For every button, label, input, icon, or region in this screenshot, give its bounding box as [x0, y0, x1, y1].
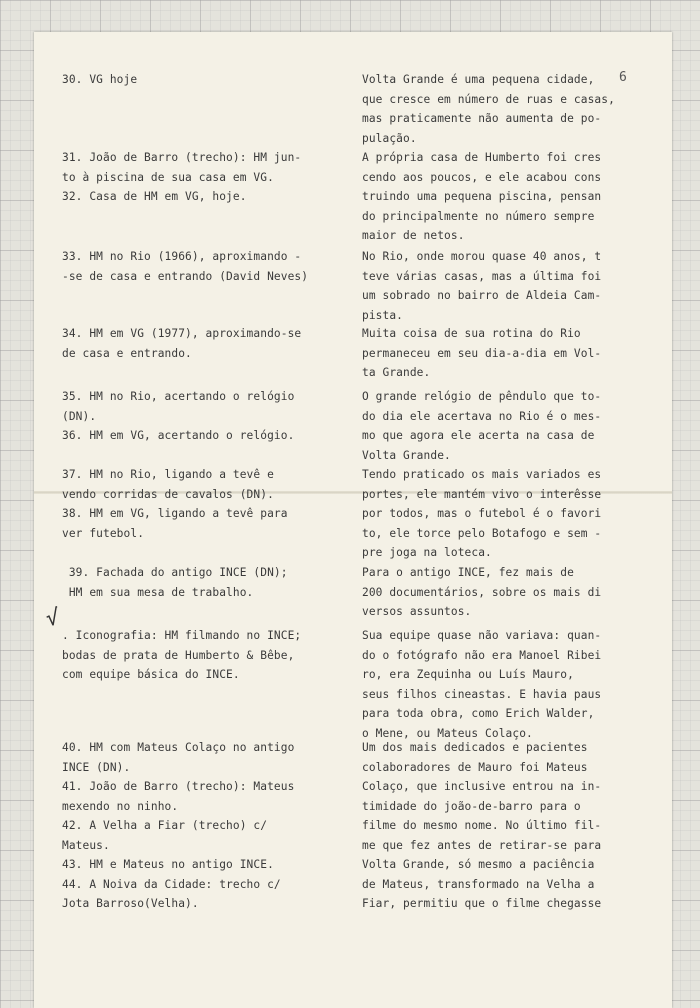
- shot-description: 37. HM no Rio, ligando a tevê e vendo corridas de cavalos (DN). 38. HM em VG, ligando a tevê para ver futebol.: [62, 468, 288, 540]
- narration-text: No Rio, onde morou quase 40 anos, t teve várias casas, mas a última foi um sobrado no bairro de Aldeia Cam- pista.: [362, 250, 602, 322]
- shot-description: 35. HM no Rio, acertando o relógio (DN). 36. HM em VG, acertando o relógio.: [62, 390, 295, 442]
- shot-description: 30. VG hoje: [62, 73, 138, 86]
- document-page: [34, 32, 672, 1008]
- narration-text: Muita coisa de sua rotina do Rio permaneceu em seu dia-a-dia em Vol- ta Grande.: [362, 327, 602, 379]
- narration-text: Para o antigo INCE, fez mais de 200 documentários, sobre os mais di versos assuntos.: [362, 566, 602, 618]
- handwritten-check-mark: √: [44, 605, 61, 632]
- narration-text: Tendo praticado os mais variados es portes, ele mantém vivo o interêsse por todos, mas o futebol é o favori to, ele torce pelo Botafogo e sem - pre joga na loteca.: [362, 468, 602, 559]
- narration-text: O grande relógio de pêndulo que to- do dia ele acertava no Rio é o mes- mo que agora ele acerta na casa de Volta Grande.: [362, 390, 602, 462]
- shot-description: 33. HM no Rio (1966), aproximando - -se de casa e entrando (David Neves): [62, 250, 309, 283]
- narration-text: Um dos mais dedicados e pacientes colaboradores de Mauro foi Mateus Colaço, que inclusive entrou na in- timidade do joão-de-barro para o filme do mesmo nome. No último fil- me que fez antes de retirar-se para Volta Grande, só mesmo a paciência de Mateus, transformado na Velha a Fiar, permitiu que o filme chegasse: [362, 741, 602, 910]
- shot-description: 31. João de Barro (trecho): HM jun- to à piscina de sua casa em VG. 32. Casa de HM em VG, hoje.: [62, 151, 302, 203]
- narration-text: Volta Grande é uma pequena cidade, que cresce em número de ruas e casas, mas praticamente não aumenta de po- pulação.: [362, 73, 615, 145]
- page-number: 6: [619, 70, 627, 85]
- shot-description: 40. HM com Mateus Colaço no antigo INCE (DN). 41. João de Barro (trecho): Mateus mexendo no ninho. 42. A Velha a Fiar (trecho) c/ Mateus. 43. HM e Mateus no antigo INCE. 44. A Noiva da Cidade: trecho c/ Jota Barroso(Velha).: [62, 741, 295, 910]
- narration-text: A própria casa de Humberto foi cres cendo aos poucos, e ele acabou cons truindo uma pequena piscina, pensan do principalmente no número sempre maior de netos.: [362, 151, 602, 242]
- shot-description: . Iconografia: HM filmando no INCE; bodas de prata de Humberto & Bêbe, com equipe básica do INCE.: [62, 629, 302, 681]
- narration-text: Sua equipe quase não variava: quan- do o fotógrafo não era Manoel Ribei ro, era Zequinha ou Luís Mauro, seus filhos cineastas. E havia paus para toda obra, como Erich Walder, o Mene, ou Mateus Colaço.: [362, 629, 602, 740]
- shot-description: 39. Fachada do antigo INCE (DN); HM em sua mesa de trabalho.: [68, 566, 288, 599]
- shot-description: 34. HM em VG (1977), aproximando-se de casa e entrando.: [62, 327, 302, 360]
